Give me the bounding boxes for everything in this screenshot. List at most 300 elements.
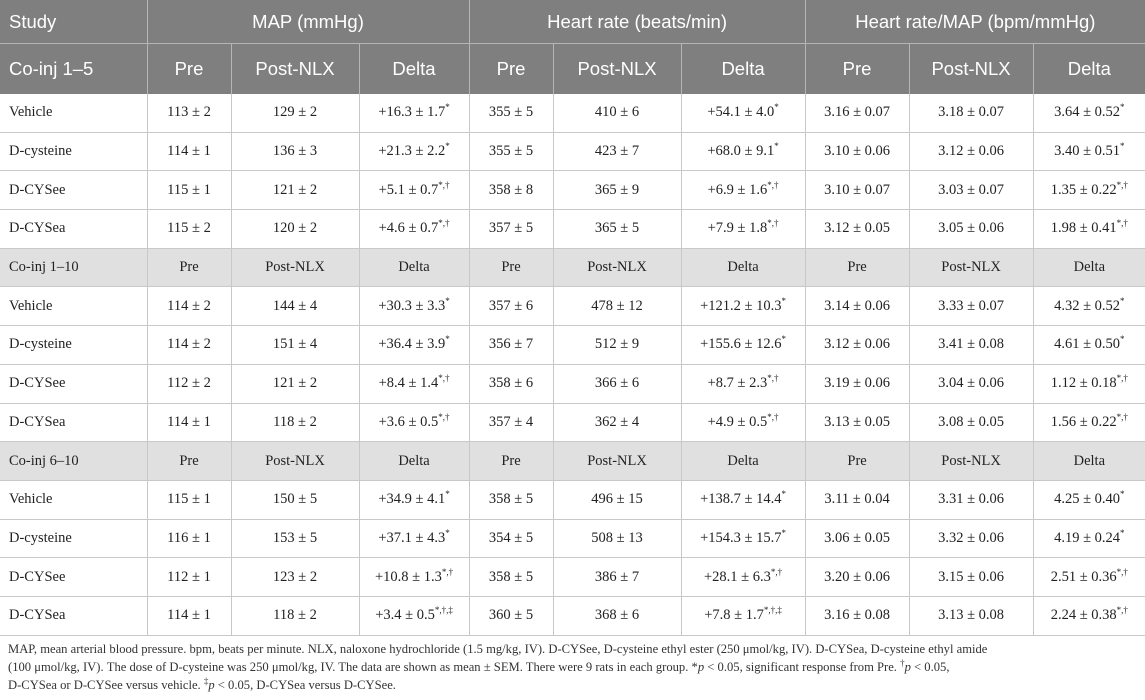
cell-value: 3.08 ± 0.05: [938, 413, 1005, 430]
table-cell: [359, 287, 469, 326]
cell-value: Vehicle: [9, 491, 53, 508]
section-label: Co-inj 1–10: [0, 248, 147, 287]
table-cell: [1033, 480, 1145, 519]
cell-value: 4.25 ± 0.40: [1054, 491, 1121, 508]
table-cell: [553, 171, 681, 210]
table-row: [0, 596, 1145, 635]
cell-value: +54.1 ± 4.0: [707, 104, 775, 121]
row-label: [0, 326, 147, 365]
table-row: [0, 94, 1145, 132]
significance-marker: *,†: [441, 566, 454, 577]
row-label: [0, 558, 147, 597]
cell-value: 4.61 ± 0.50: [1054, 336, 1121, 353]
cell-value: 121 ± 2: [272, 181, 318, 198]
cell-value: 358 ± 8: [488, 181, 534, 198]
footnote-line: [8, 658, 1137, 676]
table-cell: [1033, 326, 1145, 365]
table-cell: [553, 364, 681, 403]
section-col: Delta: [681, 442, 805, 481]
table-cell: [359, 326, 469, 365]
cell-value: +36.4 ± 3.9: [378, 336, 446, 353]
cell-value: +68.0 ± 9.1: [707, 143, 775, 160]
cell-value: 496 ± 15: [591, 491, 643, 508]
significance-marker: *: [781, 334, 786, 345]
table-cell: [359, 596, 469, 635]
table-cell: [553, 210, 681, 249]
cell-value: 115 ± 1: [167, 491, 211, 508]
table-cell: [681, 171, 805, 210]
cell-value: 354 ± 5: [488, 529, 534, 546]
table-cell: [469, 171, 553, 210]
table-row: [0, 326, 1145, 365]
cell-value: D-CYSee: [9, 568, 66, 585]
cell-value: 3.12 ± 0.06: [938, 143, 1005, 160]
row-label: [0, 210, 147, 249]
cell-value: 3.12 ± 0.05: [824, 220, 891, 237]
cell-value: 3.32 ± 0.06: [938, 529, 1005, 546]
cell-value: D-CYSea: [9, 607, 66, 624]
table-cell: [681, 326, 805, 365]
table-cell: [469, 287, 553, 326]
table-cell: [909, 171, 1033, 210]
table-row: [0, 403, 1145, 442]
table-cell: [553, 287, 681, 326]
table-row: [0, 171, 1145, 210]
significance-marker: *: [445, 295, 450, 306]
table-cell: [147, 519, 231, 558]
cell-value: 114 ± 1: [167, 413, 211, 430]
significance-marker: *,†: [438, 179, 450, 190]
subheader-col: Pre: [147, 44, 231, 95]
cell-value: 360 ± 5: [488, 607, 534, 624]
cell-value: +5.1 ± 0.7: [378, 181, 439, 198]
cell-value: 129 ± 2: [272, 104, 318, 121]
table-cell: [147, 403, 231, 442]
footnote-text: < 0.05,: [910, 659, 950, 674]
significance-marker: *: [445, 528, 450, 539]
table-cell: [681, 480, 805, 519]
cell-value: D-CYSee: [9, 181, 66, 198]
table-cell: [1033, 210, 1145, 249]
row-label: [0, 171, 147, 210]
table-cell: [681, 596, 805, 635]
footnote-text: < 0.05, significant response from Pre.: [704, 659, 901, 674]
table-cell: [147, 171, 231, 210]
section-col: Post-NLX: [909, 442, 1033, 481]
table-cell: [553, 596, 681, 635]
table-cell: [469, 94, 553, 132]
cell-value: 3.13 ± 0.05: [824, 413, 891, 430]
cell-value: 112 ± 2: [167, 375, 211, 392]
cell-value: 112 ± 1: [167, 568, 211, 585]
table-cell: [909, 403, 1033, 442]
footnote-text: MAP, mean arterial blood pressure. bpm, beats per minute. NLX, naloxone hydrochloride (1.5 mg/kg, IV). D-CYSee, D-cysteine ethyl ester (250 μmol/kg, IV). D-CYSea, D-cysteine ethyl amide: [8, 641, 988, 656]
table-cell: [805, 171, 909, 210]
cell-value: 365 ± 5: [594, 220, 640, 237]
cell-value: 410 ± 6: [594, 104, 640, 121]
cell-value: D-cysteine: [9, 336, 72, 353]
table-cell: [681, 94, 805, 132]
table-cell: [805, 287, 909, 326]
subheader-col: Post-NLX: [553, 44, 681, 95]
significance-marker: *: [445, 334, 450, 345]
cell-value: 3.05 ± 0.06: [938, 220, 1005, 237]
cell-value: 2.24 ± 0.38: [1050, 607, 1117, 624]
table-cell: [469, 326, 553, 365]
section-col: Post-NLX: [909, 248, 1033, 287]
table-cell: [909, 94, 1033, 132]
table-cell: [147, 558, 231, 597]
header-row: [0, 0, 1145, 44]
table-cell: [231, 403, 359, 442]
cell-value: +121.2 ± 10.3: [700, 297, 782, 314]
table-cell: [805, 403, 909, 442]
significance-marker: *,†: [1116, 218, 1128, 229]
table-cell: [805, 596, 909, 635]
table-cell: [469, 596, 553, 635]
cell-value: 151 ± 4: [272, 336, 318, 353]
subheader-col: Delta: [1033, 44, 1145, 95]
significance-marker: *,†: [438, 218, 450, 229]
table-cell: [231, 132, 359, 171]
table-row: [0, 364, 1145, 403]
table-cell: [805, 558, 909, 597]
cell-value: 114 ± 2: [167, 336, 211, 353]
table-cell: [1033, 132, 1145, 171]
significance-marker: *: [1120, 295, 1125, 306]
cell-value: +154.3 ± 15.7: [700, 529, 782, 546]
cell-value: 3.33 ± 0.07: [938, 297, 1005, 314]
table-cell: [147, 326, 231, 365]
subheader-row: [0, 44, 1145, 95]
cell-value: +4.9 ± 0.5: [707, 413, 768, 430]
significance-marker: *: [1120, 141, 1125, 152]
cell-value: 114 ± 2: [167, 297, 211, 314]
cell-value: 114 ± 1: [167, 607, 211, 624]
header-map: MAP (mmHg): [147, 0, 469, 44]
table-cell: [805, 132, 909, 171]
header-heart-rate: Heart rate (beats/min): [469, 0, 805, 44]
table-cell: [359, 403, 469, 442]
table-cell: [909, 596, 1033, 635]
row-label: [0, 596, 147, 635]
cell-value: 357 ± 5: [488, 220, 534, 237]
footnote-text: < 0.05, D-CYSea versus D-CYSee.: [214, 677, 396, 692]
cell-value: 508 ± 13: [591, 529, 643, 546]
table-cell: [359, 94, 469, 132]
cell-value: 356 ± 7: [488, 336, 534, 353]
footnote-ddagger: ‡: [203, 675, 209, 686]
cell-value: 3.13 ± 0.08: [938, 607, 1005, 624]
table-cell: [359, 558, 469, 597]
subheader-col: Pre: [469, 44, 553, 95]
footnote-p: p: [208, 677, 215, 692]
section-subheader-row: [0, 442, 1145, 481]
subheader-col: Delta: [681, 44, 805, 95]
table-cell: [805, 326, 909, 365]
cell-value: 118 ± 2: [273, 607, 317, 624]
table-cell: [1033, 94, 1145, 132]
table-cell: [147, 132, 231, 171]
table-cell: [909, 364, 1033, 403]
table-cell: [1033, 558, 1145, 597]
footnote-line: [8, 676, 1137, 694]
cell-value: +34.9 ± 4.1: [378, 491, 446, 508]
cell-value: 358 ± 5: [488, 568, 534, 585]
table-cell: [553, 558, 681, 597]
cell-value: 423 ± 7: [594, 143, 640, 160]
section-col: Delta: [359, 248, 469, 287]
section-col: Delta: [359, 442, 469, 481]
cell-value: 3.10 ± 0.06: [824, 143, 891, 160]
cell-value: +8.4 ± 1.4: [378, 375, 439, 392]
significance-marker: *: [774, 102, 779, 113]
cell-value: 355 ± 5: [488, 143, 534, 160]
cell-value: 1.12 ± 0.18: [1050, 375, 1117, 392]
table-cell: [469, 519, 553, 558]
cell-value: D-CYSea: [9, 220, 66, 237]
significance-marker: *,†: [438, 412, 450, 423]
table-cell: [231, 287, 359, 326]
cell-value: 3.31 ± 0.06: [938, 491, 1005, 508]
cell-value: 3.11 ± 0.04: [824, 491, 890, 508]
table-cell: [909, 132, 1033, 171]
table-cell: [231, 519, 359, 558]
significance-marker: *: [445, 141, 450, 152]
table-cell: [553, 403, 681, 442]
table-cell: [469, 403, 553, 442]
cell-value: 4.32 ± 0.52: [1054, 297, 1121, 314]
cell-value: Vehicle: [9, 297, 53, 314]
cell-value: 365 ± 9: [594, 181, 640, 198]
table-cell: [359, 171, 469, 210]
cell-value: +21.3 ± 2.2: [378, 143, 446, 160]
cell-value: 3.19 ± 0.06: [824, 375, 891, 392]
cell-value: 116 ± 1: [167, 529, 211, 546]
table-cell: [469, 132, 553, 171]
cell-value: +6.9 ± 1.6: [707, 181, 768, 198]
significance-marker: *,†: [767, 218, 779, 229]
table-cell: [805, 480, 909, 519]
table-cell: [681, 519, 805, 558]
subheader-col: Post-NLX: [231, 44, 359, 95]
table-body: [0, 94, 1145, 635]
table-cell: [469, 480, 553, 519]
significance-marker: *,†: [1116, 179, 1128, 190]
table-cell: [147, 94, 231, 132]
significance-marker: *,†: [1116, 412, 1128, 423]
section-col: Pre: [147, 248, 231, 287]
cell-value: 3.64 ± 0.52: [1054, 104, 1121, 121]
cell-value: 358 ± 6: [488, 375, 534, 392]
significance-marker: *: [445, 489, 450, 500]
table-cell: [1033, 519, 1145, 558]
table-cell: [553, 94, 681, 132]
cell-value: +16.3 ± 1.7: [378, 104, 446, 121]
table-cell: [1033, 403, 1145, 442]
table-cell: [359, 132, 469, 171]
section-col: Pre: [805, 248, 909, 287]
cell-value: 366 ± 6: [594, 375, 640, 392]
cell-value: +3.4 ± 0.5: [375, 607, 435, 624]
footnote-p: p: [904, 659, 911, 674]
cell-value: 3.20 ± 0.06: [824, 568, 891, 585]
cell-value: 3.15 ± 0.06: [938, 568, 1005, 585]
significance-marker: *: [774, 141, 779, 152]
cell-value: 386 ± 7: [594, 568, 640, 585]
table-row: [0, 480, 1145, 519]
cell-value: +7.9 ± 1.8: [707, 220, 768, 237]
cell-value: 1.56 ± 0.22: [1050, 413, 1117, 430]
cell-value: 114 ± 1: [167, 143, 211, 160]
cell-value: +155.6 ± 12.6: [700, 336, 782, 353]
cell-value: 362 ± 4: [594, 413, 640, 430]
section-col: Post-NLX: [231, 248, 359, 287]
table-cell: [681, 132, 805, 171]
cell-value: +30.3 ± 3.3: [378, 297, 446, 314]
cell-value: 153 ± 5: [272, 529, 318, 546]
cell-value: 120 ± 2: [272, 220, 318, 237]
table-row: [0, 287, 1145, 326]
table-cell: [147, 596, 231, 635]
cell-value: +37.1 ± 4.3: [378, 529, 446, 546]
table-row: [0, 132, 1145, 171]
table-row: [0, 519, 1145, 558]
table-cell: [231, 171, 359, 210]
cell-value: 357 ± 4: [488, 413, 534, 430]
significance-marker: *: [781, 489, 786, 500]
table-cell: [909, 287, 1033, 326]
cell-value: 358 ± 5: [488, 491, 534, 508]
cell-value: 3.18 ± 0.07: [938, 104, 1005, 121]
cell-value: 115 ± 1: [167, 181, 211, 198]
section-subheader-row: [0, 248, 1145, 287]
significance-marker: *: [1120, 489, 1125, 500]
table-cell: [359, 519, 469, 558]
section-col: Pre: [805, 442, 909, 481]
header-study: Study: [0, 0, 147, 44]
cell-value: 1.98 ± 0.41: [1050, 220, 1117, 237]
cell-value: 4.19 ± 0.24: [1054, 529, 1121, 546]
row-label: [0, 403, 147, 442]
cell-value: D-CYSea: [9, 413, 66, 430]
cell-value: 512 ± 9: [594, 336, 640, 353]
cell-value: 121 ± 2: [272, 375, 318, 392]
table-cell: [231, 596, 359, 635]
significance-marker: *,†: [767, 373, 779, 384]
row-label: [0, 519, 147, 558]
table-cell: [1033, 171, 1145, 210]
cell-value: 3.16 ± 0.08: [824, 607, 891, 624]
table-footnote: [0, 636, 1145, 694]
table-cell: [147, 364, 231, 403]
cell-value: 3.03 ± 0.07: [938, 181, 1005, 198]
table-cell: [909, 210, 1033, 249]
footnote-text: D-CYSea or D-CYSee versus vehicle.: [8, 677, 204, 692]
significance-marker: *,†: [770, 566, 783, 577]
table-cell: [553, 132, 681, 171]
section-col: Post-NLX: [553, 442, 681, 481]
table-cell: [469, 210, 553, 249]
cell-value: 3.16 ± 0.07: [824, 104, 891, 121]
cell-value: +28.1 ± 6.3: [703, 568, 771, 585]
section-col: Pre: [469, 248, 553, 287]
cell-value: 357 ± 6: [488, 297, 534, 314]
cell-value: 3.04 ± 0.06: [938, 375, 1005, 392]
subheader-col: Delta: [359, 44, 469, 95]
cell-value: +138.7 ± 14.4: [700, 491, 782, 508]
table-cell: [147, 287, 231, 326]
table-cell: [1033, 596, 1145, 635]
footnote-p: p: [697, 659, 705, 674]
cell-value: 115 ± 2: [167, 220, 211, 237]
table-cell: [231, 364, 359, 403]
section-col: Post-NLX: [231, 442, 359, 481]
significance-marker: *,†: [1116, 373, 1128, 384]
row-label: [0, 94, 147, 132]
row-label: [0, 132, 147, 171]
section-col: Post-NLX: [553, 248, 681, 287]
significance-marker: *: [445, 102, 450, 113]
footnote-text: (100 μmol/kg, IV). The dose of D-cysteine was 250 μmol/kg, IV. The data are shown as mean ± SEM. There were 9 rats in each group. *: [8, 659, 698, 674]
subheader-col: Pre: [805, 44, 909, 95]
cell-value: 368 ± 6: [594, 607, 640, 624]
table-cell: [1033, 287, 1145, 326]
table-cell: [231, 210, 359, 249]
table-cell: [359, 364, 469, 403]
table-cell: [681, 403, 805, 442]
cell-value: 118 ± 2: [273, 413, 317, 430]
significance-marker: *,†: [1116, 605, 1128, 616]
cell-value: 144 ± 4: [272, 297, 318, 314]
table-cell: [359, 480, 469, 519]
cell-value: +3.6 ± 0.5: [378, 413, 439, 430]
footnote-line: [8, 640, 1137, 658]
cell-value: 3.14 ± 0.06: [824, 297, 891, 314]
cell-value: +8.7 ± 2.3: [707, 375, 768, 392]
table-cell: [805, 210, 909, 249]
table-cell: [805, 364, 909, 403]
significance-marker: *,†,‡: [763, 605, 782, 616]
cell-value: 1.35 ± 0.22: [1050, 181, 1117, 198]
cell-value: 150 ± 5: [272, 491, 318, 508]
table-cell: [469, 558, 553, 597]
subheader-col: Post-NLX: [909, 44, 1033, 95]
section-col: Pre: [469, 442, 553, 481]
significance-marker: *,†,‡: [434, 605, 453, 616]
significance-marker: *,†: [767, 179, 779, 190]
cell-value: 478 ± 12: [591, 297, 643, 314]
significance-marker: *,†: [1116, 566, 1128, 577]
row-label: [0, 287, 147, 326]
table-cell: [805, 94, 909, 132]
table-cell: [681, 364, 805, 403]
cell-value: 123 ± 2: [272, 568, 318, 585]
section-col: Delta: [1033, 442, 1145, 481]
cell-value: 3.12 ± 0.06: [824, 336, 891, 353]
cell-value: 355 ± 5: [488, 104, 534, 121]
significance-marker: *,†: [438, 373, 450, 384]
subheader-label: Co-inj 1–5: [0, 44, 147, 95]
cell-value: +10.8 ± 1.3: [374, 568, 442, 585]
table-cell: [1033, 364, 1145, 403]
table-cell: [553, 480, 681, 519]
cell-value: D-cysteine: [9, 529, 72, 546]
table-cell: [909, 480, 1033, 519]
table-row: [0, 558, 1145, 597]
significance-marker: *: [781, 295, 786, 306]
table-cell: [147, 480, 231, 519]
